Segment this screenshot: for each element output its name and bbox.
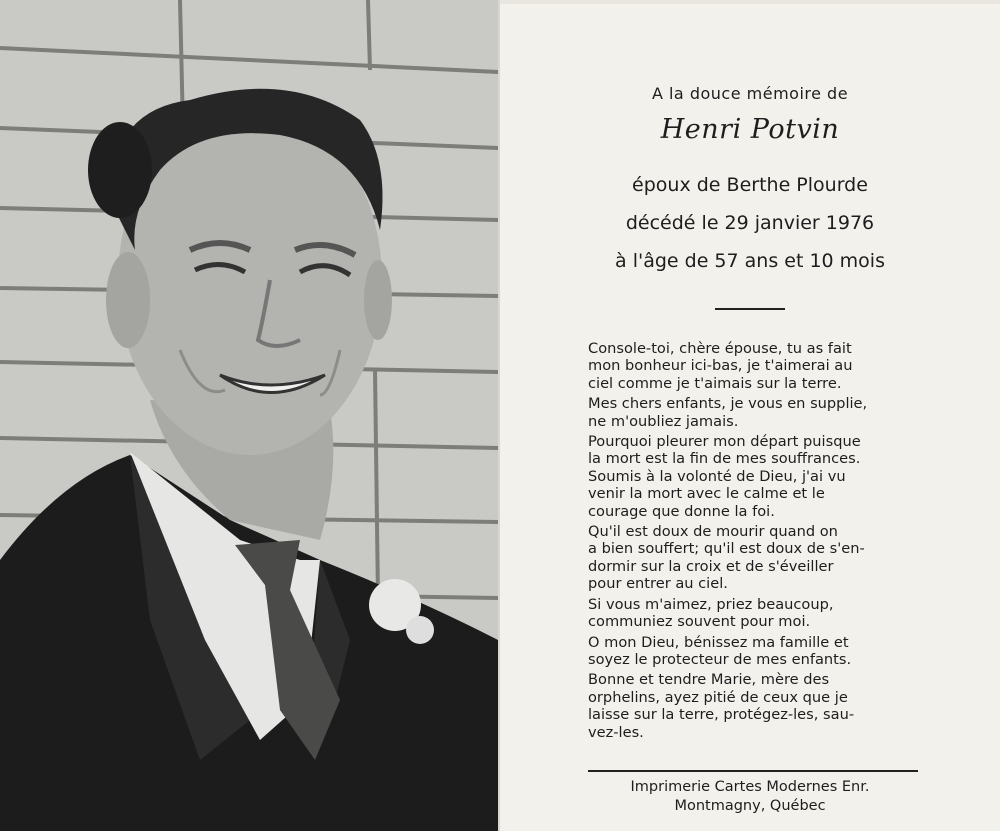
poem-line: communiez souvent pour moi. bbox=[588, 613, 811, 631]
poem-line: la mort est la fin de mes souffrances. bbox=[588, 450, 861, 468]
printer-name: Imprimerie Cartes Modernes Enr. bbox=[630, 779, 870, 795]
poem-stanza bbox=[588, 395, 931, 430]
poem-line: Console-toi, chère épouse, tu as fait bbox=[588, 340, 852, 357]
poem-line: a bien souffert; qu'il est doux de s'en- bbox=[588, 540, 865, 558]
portrait-illustration bbox=[0, 0, 498, 831]
poem-stanza bbox=[588, 340, 931, 392]
poem-stanza bbox=[588, 634, 931, 669]
poem-stanza bbox=[588, 433, 931, 520]
memorial-poem bbox=[588, 340, 931, 744]
poem-stanza bbox=[588, 671, 931, 741]
intro-text: A la douce mémoire de bbox=[651, 84, 849, 103]
poem-line: courage que donne la foi. bbox=[588, 502, 775, 520]
poem-line: Si vous m'aimez, priez beaucoup, bbox=[588, 595, 834, 613]
poem-line: mon bonheur ici-bas, je t'aimerai au bbox=[588, 357, 853, 375]
poem-line: laisse sur la terre, protégez-les, sau- bbox=[588, 706, 855, 724]
spouse-line: époux de Berthe Plourde bbox=[632, 174, 868, 196]
poem-line: pour entrer au ciel. bbox=[588, 575, 728, 593]
poem-line: O mon Dieu, bénissez ma famille et bbox=[588, 633, 849, 651]
poem-stanza bbox=[588, 523, 931, 593]
printer-city: Montmagny, Québec bbox=[674, 798, 826, 814]
poem-line: ciel comme je t'aimais sur la terre. bbox=[588, 374, 842, 392]
bottom-divider-rule bbox=[588, 770, 918, 772]
poem-line: Bonne et tendre Marie, mère des bbox=[588, 671, 830, 689]
printer-credit bbox=[500, 778, 1000, 816]
poem-stanza bbox=[588, 596, 931, 631]
poem-line: Qu'il est doux de mourir quand on bbox=[588, 523, 838, 541]
poem-line: Pourquoi pleurer mon départ puisque bbox=[588, 433, 861, 451]
poem-line: dormir sur la croix et de s'éveiller bbox=[588, 557, 834, 575]
poem-line: orphelins, ayez pitié de ceux que je bbox=[588, 688, 848, 706]
poem-line: soyez le protecteur de mes enfants. bbox=[588, 650, 852, 668]
poem-line: ne m'oubliez jamais. bbox=[588, 412, 739, 430]
poem-line: vez-les. bbox=[588, 723, 644, 741]
age-line: à l'âge de 57 ans et 10 mois bbox=[615, 250, 885, 272]
poem-line: Mes chers enfants, je vous en supplie, bbox=[588, 395, 868, 413]
short-divider-rule bbox=[715, 308, 785, 310]
poem-line: venir la mort avec le calme et le bbox=[588, 485, 825, 503]
portrait-photo bbox=[0, 0, 498, 831]
death-date-line: décédé le 29 janvier 1976 bbox=[625, 212, 875, 234]
poem-line: Soumis à la volonté de Dieu, j'ai vu bbox=[588, 467, 846, 485]
memorial-card bbox=[500, 4, 1000, 831]
deceased-name: Henri Potvin bbox=[660, 114, 840, 145]
